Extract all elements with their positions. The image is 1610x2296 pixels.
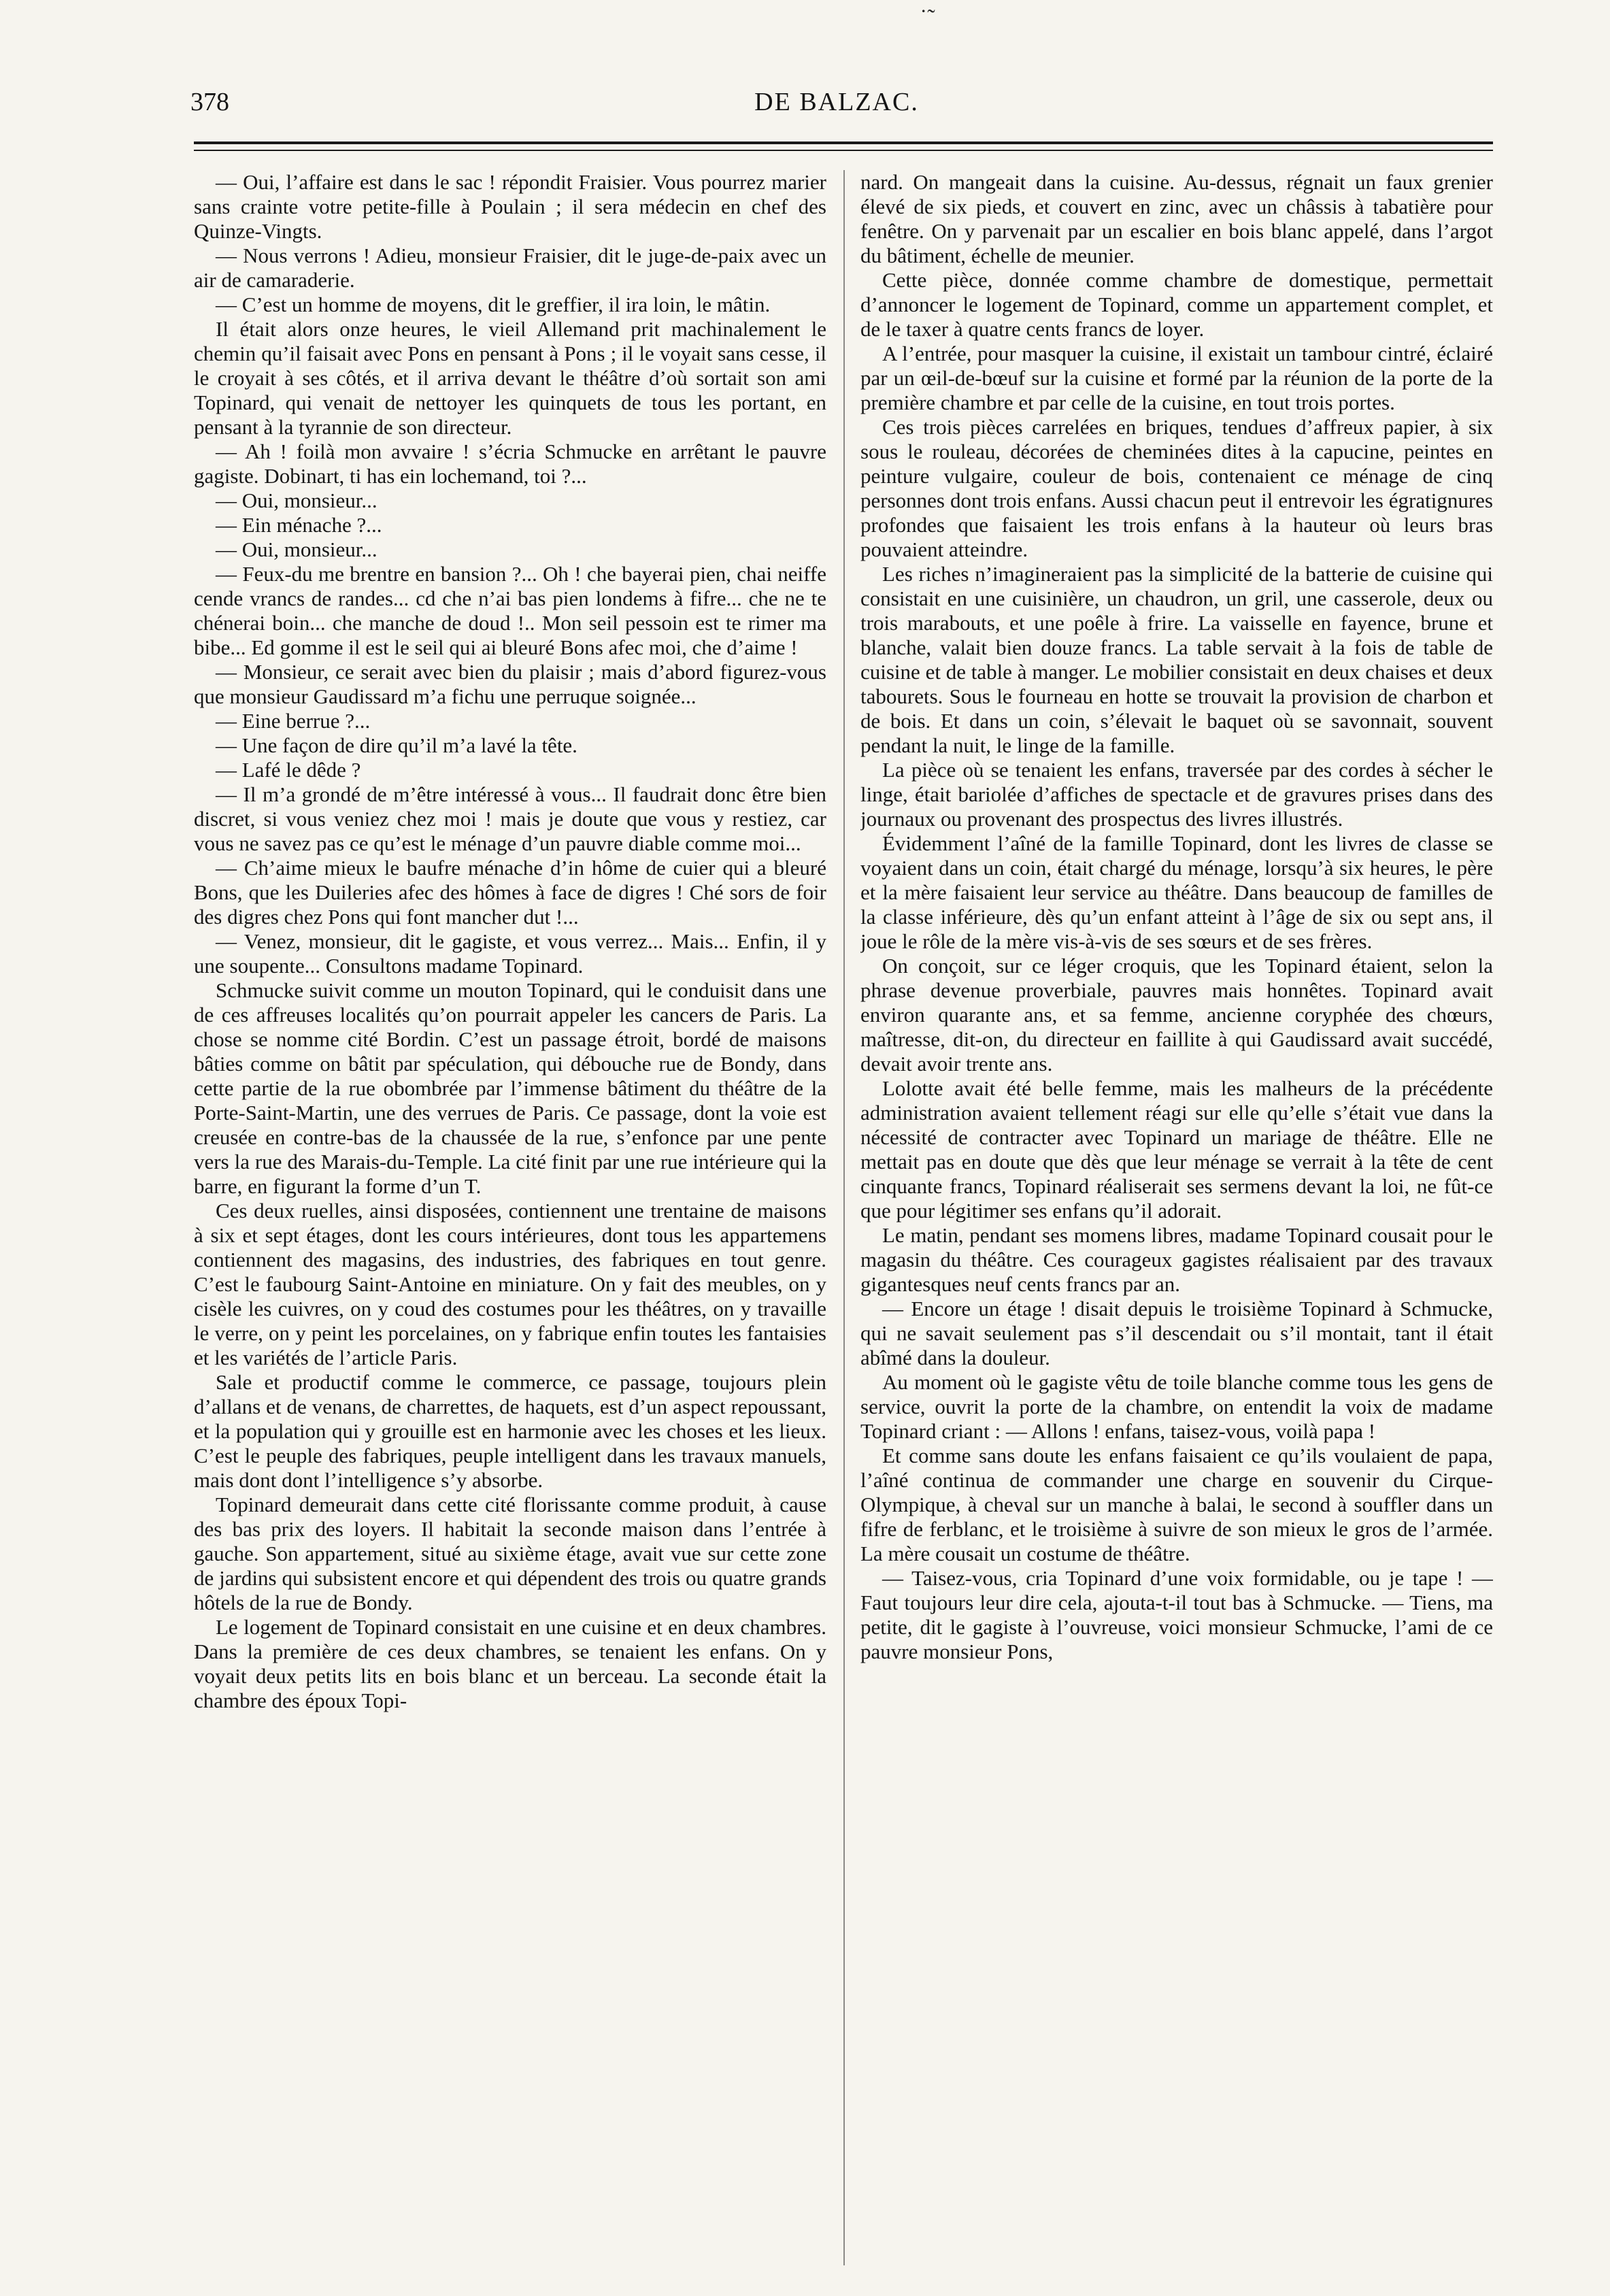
paragraph: A l’entrée, pour masquer la cuisine, il existait un tambour cintré, éclairé par un œil-de-bœuf sur la cuisine et formé par la réunion de la porte de la première chambre et par celle de la cuisine, en tout trois portes. bbox=[860, 342, 1493, 414]
paragraph: Le matin, pendant ses momens libres, madame Topinard cousait pour le magasin du théâtre. Ces courageux gagistes réalisaient par des travaux gigantesques neuf cents francs par an. bbox=[860, 1223, 1493, 1296]
paragraph: Les riches n’imagineraient pas la simplicité de la batterie de cuisine qui consistait en une cuisinière, un chaudron, un gril, une casserole, deux ou trois marabouts, et une poêle à frire. La vaisselle en fayence, brune et blanche, valait bien douze francs. La table servait à la fois de table de cuisine et de table à manger. Le mobilier consistait en deux chaises et deux tabourets. Sous le fourneau en hotte se trouvait la provision de charbon et de bois. Et dans un coin, s’élevait le baquet où se savonnait, souvent pendant la nuit, le linge de la famille. bbox=[860, 562, 1493, 757]
paragraph: Et comme sans doute les enfans faisaient ce qu’ils voulaient de papa, l’aîné continua de commander une charge en souvenir du Cirque-Olympique, à cheval sur un manche à balai, le second à souffler dans un fifre de ferblanc, et le troisième à suivre de son mieux le gros de l’armée. La mère cousait un costume de théâtre. bbox=[860, 1444, 1493, 1565]
paragraph: Ces trois pièces carrelées en briques, tendues d’affreux papier, à six sous le rouleau, décorées de cheminées dites à la capucine, peintes en peinture vulgaire, couleur de bois, contenaient ce ménage de cinq personnes dont trois enfans. Aussi chacun peut il entrevoir les égratignures profondes que faisaient les trois enfans à la hauteur où leurs bras pouvaient atteindre. bbox=[860, 415, 1493, 561]
paragraph: Lolotte avait été belle femme, mais les malheurs de la précédente administration avaient tellement réagi sur elle qu’elle s’était vue dans la nécessité de contracter avec Topinard un mariage de théâtre. Elle ne mettait pas en doute que dès que leur ménage se verrait à la tête de cent cinquante francs, Topinard réaliserait ses sermens devant la loi, ne fût-ce que pour légitimer ses enfans qu’il adorait. bbox=[860, 1076, 1493, 1222]
column-divider bbox=[843, 170, 845, 2265]
paragraph: Évidemment l’aîné de la famille Topinard, dont les livres de classe se voyaient dans un coin, était chargé du ménage, lorsqu’à six heures, le père et la mère faisaient leur service au théâtre. Dans beaucoup de familles de la classe inférieure, dès qu’un enfant atteint à l’âge de six ou sept ans, il joue le rôle de la mère vis-à-vis de ses sœurs et de ses frères. bbox=[860, 831, 1493, 953]
paragraph: — Eine berrue ?... bbox=[216, 709, 371, 733]
paragraph: Il était alors onze heures, le vieil Allemand prit machinalement le chemin qu’il faisait avec Pons en pensant à Pons ; il le voyait sans cesse, il le croyait à ses côtés, et il arriva devant le théâtre d’où sortait son ami Topinard, qui venait de nettoyer les quinquets de tous les portant, en pensant à la tyrannie de son directeur. bbox=[194, 317, 826, 439]
paragraph: — Encore un étage ! disait depuis le troisième Topinard à Schmucke, qui ne savait seulement pas s’il descendait ou s’il montait, tant il était abîmé dans la douleur. bbox=[860, 1297, 1493, 1369]
paragraph: nard. On mangeait dans la cuisine. Au-dessus, régnait un faux grenier élevé de six pieds, et couvert en zinc, avec un châssis à tabatière pour fenêtre. On y parvenait par un escalier en bois blanc appelé, dans l’argot du bâtiment, échelle de meunier. bbox=[860, 170, 1493, 267]
paragraph: — Feux-du me brentre en bansion ?... Oh ! che bayerai pien, chai neiffe cende vrancs de randes... cd che n’ai bas pien londems à fifre... che ne te chénerai boin... che manche de doud !.. Mon seil pessoin est te rimer ma bibe... Ed gomme il est le seil qui ai bleuré Bons afec moi, che d’aime ! bbox=[194, 562, 826, 659]
paragraph: — Ein ménache ?... bbox=[216, 513, 382, 537]
paragraph: La pièce où se tenaient les enfans, traversée par des cordes à sécher le linge, était bariolée d’affiches de spectacle et de gravures prises dans des journaux ou provenant des prospectus des livres illustrés. bbox=[860, 758, 1493, 831]
paragraph: — Oui, l’affaire est dans le sac ! répondit Fraisier. Vous pourrez marier sans crainte votre petite-fille à Poulain ; il sera médecin en chef des Quinze-Vingts. bbox=[194, 170, 826, 243]
paragraph: — Taisez-vous, cria Topinard d’une voix formidable, ou je tape ! — Faut toujours leur dire cela, ajouta-t-il tout bas à Schmucke. — Tiens, ma petite, dit le gagiste à l’ouvreuse, voici monsieur Schmucke, l’ami de ce pauvre monsieur Pons, bbox=[860, 1566, 1493, 1663]
page-corner-mark: ˙̃ bbox=[920, 5, 928, 31]
paragraph: Schmucke suivit comme un mouton Topinard, qui le conduisit dans une de ces affreuses localités qu’on pourrait appeler les cancers de Paris. La chose se nomme cité Bordin. C’est un passage étroit, bordé de maisons bâties comme on bâtit par spéculation, qui débouche rue de Bondy, dans cette partie de la rue obombrée par l’immense bâtiment du théâtre de la Porte-Saint-Martin, une des verrues de Paris. Ce passage, dont la voie est creusée en contre-bas de la chaussée de la rue, s’enfonce par une pente vers la rue des Marais-du-Temple. La cité finit par une rue intérieure qui la barre, en figurant la forme d’un T. bbox=[194, 978, 826, 1198]
paragraph: — Nous verrons ! Adieu, monsieur Fraisier, dit le juge-de-paix avec un air de camaraderie. bbox=[194, 244, 826, 292]
paragraph: Ces deux ruelles, ainsi disposées, contiennent une trentaine de maisons à six et sept étages, dont les cours intérieures, dont tous les appartemens contiennent des magasins, des industries, des fabriques en tout genre. C’est le faubourg Saint-Antoine en miniature. On y fait des meubles, on y cisèle les cuivres, on y coud des costumes pour les théâtres, on y travaille le verre, on y peint les porcelaines, on y fabrique enfin toutes les fantaisies et les variétés de l’article Paris. bbox=[194, 1199, 826, 1369]
paragraph: — Ch’aime mieux le baufre ménache d’in hôme de cuier qui a bleuré Bons, que les Duileries afec des hômes à face de digres ! Ché sors de foir des digres chez Pons qui font mancher dut !... bbox=[194, 856, 826, 929]
paragraph: — Monsieur, ce serait avec bien du plaisir ; mais d’abord figurez-vous que monsieur Gaudissard m’a fichu une perruque soignée... bbox=[194, 660, 826, 708]
paragraph: — Venez, monsieur, dit le gagiste, et vous verrez... Mais... Enfin, il y une soupente... Consultons madame Topinard. bbox=[194, 929, 826, 978]
running-title: DE BALZAC. bbox=[754, 88, 919, 116]
paragraph: Sale et productif comme le commerce, ce passage, toujours plein d’allans et de venans, de charrettes, de haquets, est d’un aspect repoussant, et la population qui y grouille est en harmonie avec les choses et les lieux. C’est le peuple des fabriques, peuple intelligent dans les travaux manuels, mais dont dont l’intelligence s’y absorbe. bbox=[194, 1370, 826, 1492]
paragraph: — Oui, monsieur... bbox=[216, 488, 378, 512]
header-rule-thick bbox=[194, 142, 1493, 144]
page-number: 378 bbox=[190, 88, 229, 116]
paragraph: Cette pièce, donnée comme chambre de domestique, permettait d’annoncer le logement de Topinard, comme un appartement complet, et de le taxer à quatre cents francs de loyer. bbox=[860, 268, 1493, 341]
header-rule-thin bbox=[194, 150, 1493, 151]
page-header bbox=[177, 87, 1496, 128]
paragraph: — Une façon de dire qu’il m’a lavé la tête. bbox=[216, 733, 577, 757]
paragraph: — C’est un homme de moyens, dit le greffier, il ira loin, le mâtin. bbox=[216, 293, 771, 316]
paragraph: — Lafé le dêde ? bbox=[216, 758, 361, 782]
paragraph: — Oui, monsieur... bbox=[216, 537, 378, 561]
paragraph: On conçoit, sur ce léger croquis, que les Topinard étaient, selon la phrase devenue proverbiale, pauvres mais honnêtes. Topinard avait environ quarante ans, et sa femme, ancienne coryphée des chœurs, maîtresse, dit-on, du directeur en faillite à qui Gaudissard avait succédé, devait avoir trente ans. bbox=[860, 954, 1493, 1076]
paragraph: Le logement de Topinard consistait en une cuisine et en deux chambres. Dans la première de ces deux chambres, se tenaient les enfans. On y voyait deux petits lits en bois blanc et un berceau. La seconde était la chambre des époux Topi- bbox=[194, 1615, 826, 1712]
paragraph: Au moment où le gagiste vêtu de toile blanche comme tous les gens de service, ouvrit la porte de la chambre, on entendit la voix de madame Topinard criant : — Allons ! enfans, taisez-vous, voilà papa ! bbox=[860, 1370, 1493, 1443]
paragraph: — Ah ! foilà mon avvaire ! s’écria Schmucke en arrêtant le pauvre gagiste. Dobinart, ti has ein lochemand, toi ?... bbox=[194, 439, 826, 488]
right-column bbox=[860, 170, 1493, 2272]
paragraph: Topinard demeurait dans cette cité florissante comme produit, à cause des bas prix des loyers. Il habitait la seconde maison dans l’entrée à gauche. Son appartement, situé au sixième étage, avait vue sur cette zone de jardins qui subsistent encore et qui dépendent des trois ou quatre grands hôtels de la rue de Bondy. bbox=[194, 1493, 826, 1614]
paragraph: — Il m’a grondé de m’être intéressé à vous... Il faudrait donc être bien discret, si vous veniez chez moi ! mais je doute que vous y restiez, car vous ne savez pas ce qu’est le ménage d’un pauvre diable comme moi... bbox=[194, 782, 826, 855]
left-column bbox=[194, 170, 826, 2272]
